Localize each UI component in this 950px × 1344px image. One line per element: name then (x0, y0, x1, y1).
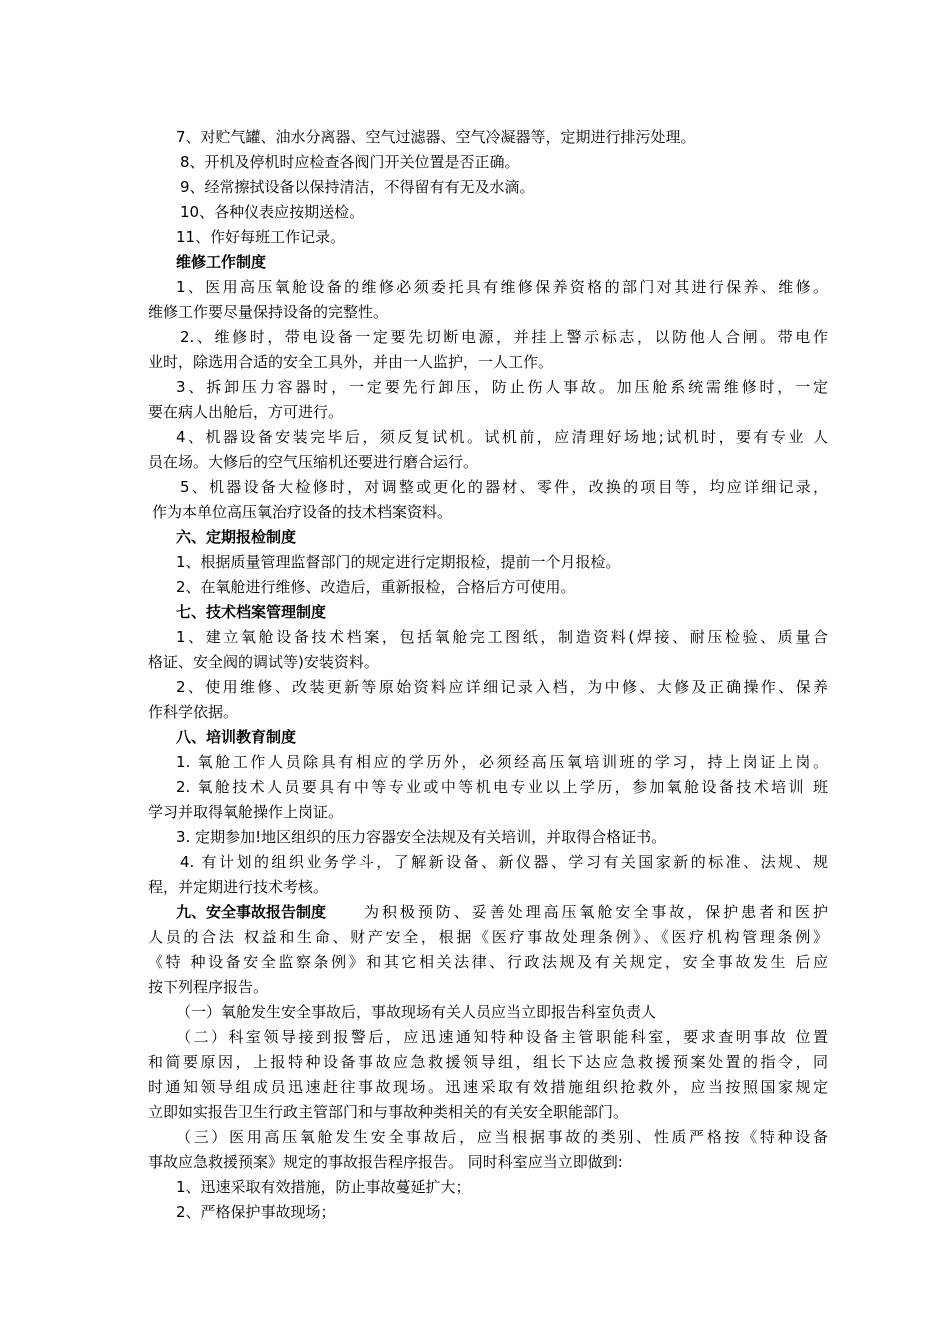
text-line: 1、医用高压氧舱设备的维修必须委托具有维修保养资格的部门对其进行保养、维修。 (176, 278, 828, 296)
text-line: 学习并取得氧舱操作上岗证。 (148, 803, 344, 821)
section-heading: 八、培训教育制度 (176, 728, 297, 746)
section-heading: 维修工作制度 (176, 253, 267, 271)
text-line: 立即如实报告卫生行政主管部门和与事故种类相关的有关安全职能部门。 (148, 1103, 629, 1121)
text-line: 事故应急救援预案》规定的事故报告程序报告。 同时科室应当立即做到: (148, 1153, 623, 1171)
text-line: 2.、维修时，带电设备一定要先切断电源，并挂上警示标志，以防他人合闸。带电作 (180, 328, 828, 346)
text-line: 2、在氧舱进行维修、改造后，重新报检，合格后方可使用。 (176, 578, 576, 596)
text-line: （二）科室领导接到报警后，应迅速通知特种设备主管职能科室，要求查明事故 位置 (176, 1028, 828, 1046)
section-heading: 六、定期报检制度 (176, 528, 297, 546)
text-line: 4. 有计划的组织业务学斗，了解新设备、新仪器、学习有关国家新的标准、法规、规 (180, 853, 828, 871)
text-line: 要在病人出舱后，方可进行。 (148, 403, 344, 421)
text-line: 5、机器设备大检修时，对调整或更化的器材、零件，改换的项目等，均应详细记录， (180, 478, 828, 496)
text-line: 3、拆卸压力容器时，一定要先行卸压，防止伤人事故。加压舱系统需维修时，一定 (176, 378, 828, 396)
text-line: 和简要原因，上报特种设备事故应急救援领导组，组长下达应急救援预案处置的指令，同 (148, 1053, 828, 1071)
text-line: 1、迅速采取有效措施，防止事故蔓延扩大； (176, 1178, 471, 1196)
text-line: 1、根据质量管理监督部门的规定进行定期报检，提前一个月报检。 (176, 553, 621, 571)
text-line: 10、各种仪表应按期送检。 (180, 203, 365, 221)
section-heading (176, 900, 356, 925)
text-line: 员在场。大修后的空气压缩机还要进行磨合运行。 (148, 453, 479, 471)
text-line: 11、作好每班工作记录。 (176, 228, 346, 246)
text-line: 为积极预防、妥善处理高压氧舱安全事故，保护患者和医护 (364, 903, 828, 921)
text-line: 作科学依据。 (148, 703, 239, 721)
text-line: 1、建立氧舱设备技术档案，包括氧舱完工图纸，制造资料(焊接、耐压检验、质量合 (176, 628, 828, 646)
text-line: 程，并定期进行技术考核。 (148, 878, 329, 896)
text-line: 格证、安全阀的调试等)安装资料。 (148, 653, 379, 671)
text-line: （一）氧舱发生安全事故后，事故现场有关人员应当立即报告科室负责人 (176, 1003, 657, 1021)
text-line: 作为本单位高压氧治疗设备的技术档案资料。 (152, 503, 453, 521)
text-line: 《特 种设备安全监察条例》和其它相关法律、行政法规及有关规定，安全事故发生 后应 (148, 953, 828, 971)
text-line: 2. 氧舱技术人员要具有中等专业或中等机电专业以上学历，参加氧舱设备技术培训 班 (176, 778, 828, 796)
text-line: 业时，除选用合适的安全工具外，并由一人监护，一人工作。 (148, 353, 554, 371)
text-line: 2、严格保护事故现场； (176, 1203, 336, 1221)
text-line: 3. 定期参加!地区组织的压力容器安全法规及有关培训，并取得合格证书。 (176, 828, 667, 846)
text-line: 按下列程序报告。 (148, 978, 269, 996)
text-line: 9、经常擦拭设备以保持清洁，不得留有有无及水滴。 (180, 178, 535, 196)
text-line: 维修工作要尽量保持设备的完整性。 (148, 303, 389, 321)
text-line: 时通知领导组成员迅速赶往事故现场。迅速采取有效措施组织抢救外，应当按照国家规定 (148, 1078, 828, 1096)
text-line: 4、机器设备安装完毕后，须反复试机。试机前，应清理好场地;试机时，要有专业 人 (176, 428, 828, 446)
text-line: 1. 氧舱工作人员除具有相应的学历外，必须经高压氧培训班的学习，持上岗证上岗。 (176, 753, 828, 771)
text-line: 2、使用维修、改装更新等原始资料应详细记录入档，为中修、大修及正确操作、保养 (176, 678, 828, 696)
text-line: 8、开机及停机时应检查各阀门开关位置是否正确。 (180, 153, 520, 171)
text-line: （三）医用高压氧舱发生安全事故后，应当根据事故的类别、性质严格按《特种设备 (176, 1128, 828, 1146)
text-line: 7、对贮气罐、油水分离器、空气过滤器、空气冷凝器等，定期进行排污处理。 (176, 128, 696, 146)
text-line: 人员的合法 权益和生命、财产安全，根据《医疗事故处理条例》、《医疗机构管理条例》 (148, 928, 828, 946)
section-heading-text: 九、安全事故报告制度 (176, 903, 327, 921)
section-heading: 七、技术档案管理制度 (176, 603, 327, 621)
